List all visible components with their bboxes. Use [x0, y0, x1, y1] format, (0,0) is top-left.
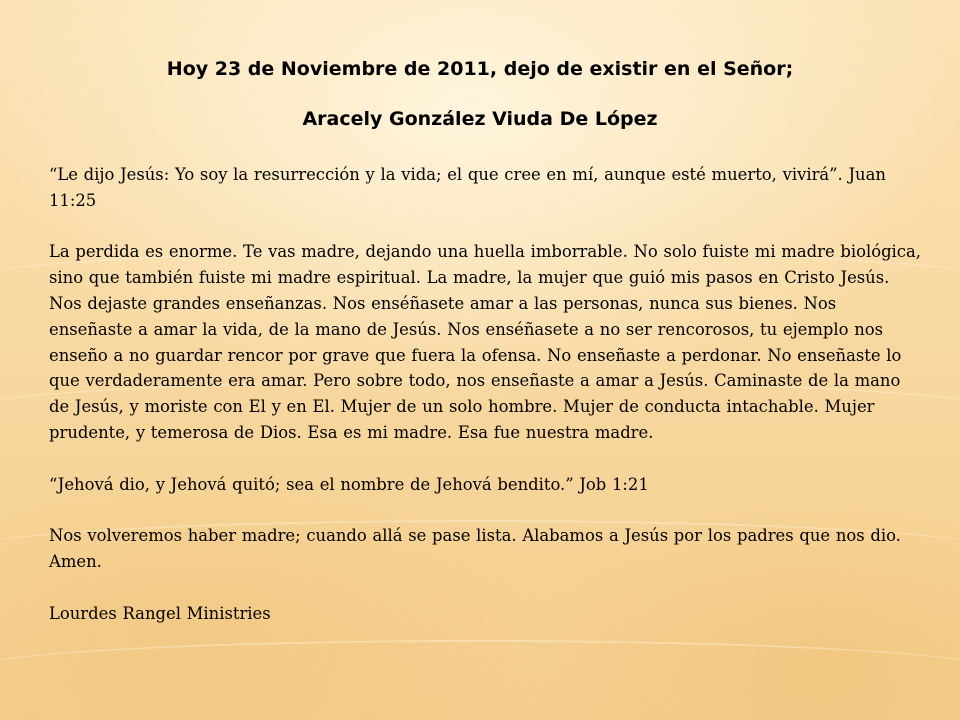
farewell-paragraph: Nos volveremos haber madre; cuando allá se pase lista. Alabamos a Jesús por los padres que nos dio. Amen. [49, 526, 901, 571]
signature: Lourdes Rangel Ministries [49, 603, 271, 623]
tribute-paragraph: La perdida es enorme. Te vas madre, dejando una huella imborrable. No solo fuiste mi madre biológica, sino que también fuiste mi madre espiritual. La madre, la mujer que guió mis pasos en Cristo Jesús. Nos dejaste grandes enseñanzas. Nos enséñasete amar a las personas, nunca sus bienes. Nos enseñaste a amar la vida, de la mano de Jesús. Nos enséñasete a no ser rencorosos, tu ejemplo nos enseño a no guardar rencor por grave que fuera la ofensa. No enseñaste a perdonar. No enseñaste lo que verdaderamente era amar. Pero sobre todo, nos enseñaste a amar a Jesús. Caminaste de la mano de Jesús, y moriste con El y en El. Mujer de un solo hombre. Mujer de conducta intachable. Mujer prudente, y temerosa de Dios. Esa es mi madre. Esa fue nuestra madre. [49, 242, 921, 442]
closing-verse: “Jehová dio, y Jehová quitó; sea el nombre de Jehová bendito.” Job 1:21 [49, 474, 649, 494]
message-body [49, 162, 921, 626]
deceased-name: Aracely González Viuda De López [302, 108, 658, 130]
opening-verse: “Le dijo Jesús: Yo soy la resurrección y la vida; el que cree en mí, aunque esté muerto, vivirá”. Juan 11:25 [49, 165, 886, 210]
announcement-heading: Hoy 23 de Noviembre de 2011, dejo de existir en el Señor; [166, 58, 794, 80]
